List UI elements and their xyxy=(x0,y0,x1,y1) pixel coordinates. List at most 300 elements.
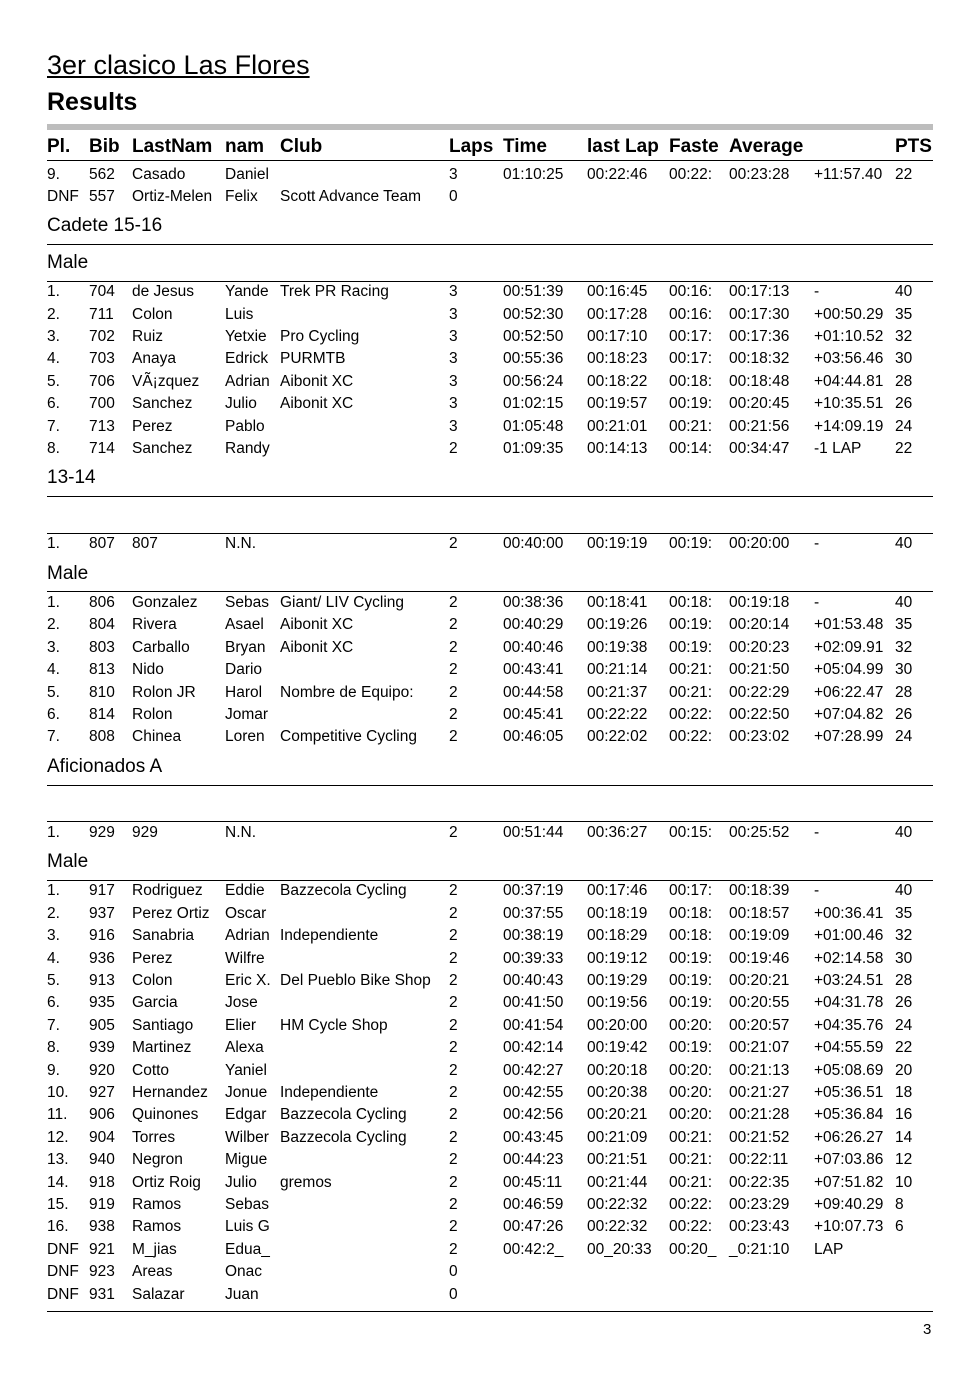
cell-average: 00:22:11 xyxy=(729,1151,789,1169)
cell-fastest: 00:19: xyxy=(669,949,713,967)
cell-bib: 923 xyxy=(89,1263,115,1281)
cell-gap: +07:03.86 xyxy=(814,1151,884,1169)
table-row xyxy=(0,925,980,947)
cell-time: 00:38:36 xyxy=(503,593,564,611)
cell-fastest: 00:14: xyxy=(669,439,713,457)
cell-points: 40 xyxy=(895,283,913,301)
column-header-row xyxy=(0,134,980,160)
cell-last-lap: 00:19:29 xyxy=(587,971,648,989)
col-header-average: Average xyxy=(729,136,804,157)
cell-lastname: Cotto xyxy=(132,1061,170,1079)
cell-last-lap: 00:18:22 xyxy=(587,372,648,390)
cell-last-lap: 00:19:19 xyxy=(587,535,648,553)
cell-last-lap: 00:21:51 xyxy=(587,1151,648,1169)
cell-gap: +00:50.29 xyxy=(814,305,884,323)
cell-gap: - xyxy=(814,593,820,611)
cell-place: 10. xyxy=(47,1083,69,1101)
table-row xyxy=(0,614,980,636)
cell-gap: +05:08.69 xyxy=(814,1061,884,1079)
cell-gap: +07:51.82 xyxy=(814,1173,884,1191)
cell-lastname: Gonzalez xyxy=(132,593,198,611)
results-heading: Results xyxy=(47,88,138,116)
cell-average: 00:20:45 xyxy=(729,395,790,413)
cell-bib: 808 xyxy=(89,728,115,746)
cell-lastname: Perez xyxy=(132,949,173,967)
cell-laps: 2 xyxy=(449,1106,458,1124)
cell-lastname: Rivera xyxy=(132,616,177,634)
cell-name: Jose xyxy=(225,994,258,1012)
cell-laps: 2 xyxy=(449,971,458,989)
cell-name: Jonue xyxy=(225,1083,268,1101)
cell-place: 5. xyxy=(47,683,60,701)
cell-bib: 938 xyxy=(89,1218,115,1236)
cell-last-lap: 00:20:00 xyxy=(587,1016,648,1034)
cell-laps: 2 xyxy=(449,882,458,900)
cell-place: 11. xyxy=(47,1106,68,1124)
cell-average: 00:20:00 xyxy=(729,535,790,553)
cell-bib: 921 xyxy=(89,1240,115,1258)
cell-place: 2. xyxy=(47,305,60,323)
cell-time: 00:42:27 xyxy=(503,1061,564,1079)
cell-laps: 2 xyxy=(449,705,458,723)
cell-gap: +01:53.48 xyxy=(814,616,884,634)
cell-gap: +06:26.27 xyxy=(814,1128,884,1146)
cell-last-lap: 00:14:13 xyxy=(587,439,648,457)
cell-club: Aibonit XC xyxy=(280,638,354,656)
table-row xyxy=(0,1060,980,1082)
cell-last-lap: 00:16:45 xyxy=(587,283,648,301)
col-header-place: Pl. xyxy=(47,136,71,157)
table-row xyxy=(0,371,980,393)
cell-points: 40 xyxy=(895,535,913,553)
cell-gap: +00:36.41 xyxy=(814,904,884,922)
cell-last-lap: 00:19:42 xyxy=(587,1039,648,1057)
cell-last-lap: 00:19:56 xyxy=(587,994,648,1012)
cell-place: 16. xyxy=(47,1218,69,1236)
cell-place: DNF xyxy=(47,1263,79,1281)
cell-fastest: 00:22: xyxy=(669,1218,713,1236)
cell-fastest: 00:20: xyxy=(669,1083,713,1101)
cell-average: 00:23:28 xyxy=(729,165,790,183)
cell-place: 6. xyxy=(47,705,60,723)
cell-lastname: Colon xyxy=(132,305,173,323)
cell-fastest: 00:17: xyxy=(669,882,713,900)
cell-place: 6. xyxy=(47,395,60,413)
cell-last-lap: 00:17:10 xyxy=(587,327,648,345)
cell-laps: 3 xyxy=(449,417,458,435)
cell-name: Dario xyxy=(225,661,263,679)
cell-place: 3. xyxy=(47,927,60,945)
cell-lastname: Negron xyxy=(132,1151,183,1169)
cell-last-lap: 00:21:01 xyxy=(587,417,648,435)
cell-place: 4. xyxy=(47,350,60,368)
cell-place: 5. xyxy=(47,372,60,390)
cell-lastname: 807 xyxy=(132,535,158,553)
cell-points: 22 xyxy=(895,1039,913,1057)
cell-gap: - xyxy=(814,535,820,553)
header-divider xyxy=(47,160,933,161)
cell-fastest: 00:22: xyxy=(669,705,713,723)
cell-club: Aibonit XC xyxy=(280,616,354,634)
table-row xyxy=(0,822,980,844)
table-row xyxy=(0,281,980,303)
cell-average: 00:21:27 xyxy=(729,1083,790,1101)
cell-average: 00:25:52 xyxy=(729,823,790,841)
cell-bib: 702 xyxy=(89,327,115,345)
cell-bib: 814 xyxy=(89,705,115,723)
cell-laps: 2 xyxy=(449,638,458,656)
cell-average: 00:19:09 xyxy=(729,927,790,945)
section-divider xyxy=(47,496,933,497)
cell-name: N.N. xyxy=(225,535,256,553)
section-heading: 13-14 xyxy=(47,467,96,489)
table-row xyxy=(0,1082,980,1104)
cell-last-lap: 00:19:12 xyxy=(587,949,648,967)
cell-fastest: 00:19: xyxy=(669,1039,713,1057)
cell-points: 22 xyxy=(895,439,913,457)
cell-points: 16 xyxy=(895,1106,913,1124)
cell-lastname: Anaya xyxy=(132,350,176,368)
cell-points: 28 xyxy=(895,683,913,701)
cell-gap: +04:55.59 xyxy=(814,1039,884,1057)
cell-fastest: 00:21: xyxy=(669,417,713,435)
cell-time: 00:45:41 xyxy=(503,705,564,723)
cell-bib: 904 xyxy=(89,1128,115,1146)
table-bottom-divider xyxy=(47,1311,933,1312)
cell-bib: 905 xyxy=(89,1016,115,1034)
table-row xyxy=(0,1194,980,1216)
cell-bib: 913 xyxy=(89,971,115,989)
cell-time: 00:40:43 xyxy=(503,971,564,989)
cell-laps: 0 xyxy=(449,187,458,205)
cell-lastname: Garcia xyxy=(132,994,178,1012)
cell-laps: 2 xyxy=(449,1151,458,1169)
cell-lastname: Torres xyxy=(132,1128,176,1146)
cell-fastest: 00:22: xyxy=(669,728,713,746)
cell-points: 8 xyxy=(895,1195,904,1213)
cell-club: Bazzecola Cycling xyxy=(280,1106,407,1124)
cell-fastest: 00:18: xyxy=(669,904,713,922)
cell-last-lap: 00:22:22 xyxy=(587,705,648,723)
table-row xyxy=(0,903,980,925)
cell-lastname: Rolon xyxy=(132,705,173,723)
cell-bib: 918 xyxy=(89,1173,115,1191)
cell-name: Julio xyxy=(225,1173,257,1191)
cell-laps: 2 xyxy=(449,535,458,553)
cell-bib: 917 xyxy=(89,882,115,900)
cell-fastest: 00:22: xyxy=(669,1195,713,1213)
cell-name: Yaniel xyxy=(225,1061,267,1079)
cell-time: 00:46:59 xyxy=(503,1195,564,1213)
cell-points: 24 xyxy=(895,1016,913,1034)
cell-club: Del Pueblo Bike Shop xyxy=(280,971,431,989)
cell-points: 26 xyxy=(895,705,913,723)
col-header-last-lap: last Lap xyxy=(587,136,659,157)
table-row xyxy=(0,592,980,614)
cell-average: 00:17:13 xyxy=(729,283,790,301)
cell-bib: 703 xyxy=(89,350,115,368)
cell-gap: +05:36.84 xyxy=(814,1106,884,1124)
cell-name: Randy xyxy=(225,439,270,457)
table-row xyxy=(0,1216,980,1238)
cell-bib: 711 xyxy=(89,305,114,323)
cell-gap: +02:14.58 xyxy=(814,949,884,967)
cell-average: 00:19:18 xyxy=(729,593,790,611)
cell-name: Pablo xyxy=(225,417,265,435)
cell-bib: 806 xyxy=(89,593,115,611)
cell-gap: +02:09.91 xyxy=(814,638,884,656)
cell-name: Edua_ xyxy=(225,1240,270,1258)
cell-time: 00:47:26 xyxy=(503,1218,564,1236)
cell-points: 35 xyxy=(895,616,913,634)
cell-fastest: 00:20: xyxy=(669,1061,713,1079)
section-heading: Male xyxy=(47,850,89,872)
cell-name: Eric X. xyxy=(225,971,271,989)
cell-gap: +10:07.73 xyxy=(814,1218,884,1236)
cell-last-lap: 00:22:32 xyxy=(587,1195,648,1213)
cell-lastname: Sanabria xyxy=(132,927,195,945)
cell-gap: +07:04.82 xyxy=(814,705,884,723)
cell-average: 00:20:14 xyxy=(729,616,790,634)
cell-time: 00:56:24 xyxy=(503,372,564,390)
cell-last-lap: 00:19:57 xyxy=(587,395,648,413)
cell-time: 00:37:55 xyxy=(503,904,564,922)
section-heading: Aficionados A xyxy=(47,755,163,777)
section-heading: Male xyxy=(47,251,89,273)
table-row xyxy=(0,1172,980,1194)
col-header-laps: Laps xyxy=(449,136,494,157)
cell-average: 00:19:46 xyxy=(729,949,790,967)
cell-gap: +07:28.99 xyxy=(814,728,884,746)
cell-lastname: Ortiz-Melen xyxy=(132,187,213,205)
cell-average: 00:34:47 xyxy=(729,439,790,457)
cell-time: 00:43:41 xyxy=(503,661,564,679)
cell-fastest: 00:21: xyxy=(669,1151,713,1169)
cell-fastest: 00:19: xyxy=(669,971,713,989)
cell-time: 00:45:11 xyxy=(503,1173,563,1191)
cell-name: Eddie xyxy=(225,882,265,900)
cell-lastname: Ramos xyxy=(132,1195,182,1213)
cell-time: 00:42:56 xyxy=(503,1106,564,1124)
cell-laps: 3 xyxy=(449,283,458,301)
cell-name: Migue xyxy=(225,1151,268,1169)
cell-average: 00:21:07 xyxy=(729,1039,790,1057)
table-row xyxy=(0,393,980,415)
table-row xyxy=(0,416,980,438)
cell-last-lap: 00:18:29 xyxy=(587,927,648,945)
cell-club: Trek PR Racing xyxy=(280,283,389,301)
cell-bib: 804 xyxy=(89,616,115,634)
cell-name: Yetxie xyxy=(225,327,267,345)
table-row xyxy=(0,1127,980,1149)
cell-place: 5. xyxy=(47,971,60,989)
cell-name: Harol xyxy=(225,683,263,701)
cell-bib: 557 xyxy=(89,187,115,205)
cell-name: Luis G xyxy=(225,1218,270,1236)
table-row xyxy=(0,1239,980,1261)
cell-laps: 2 xyxy=(449,616,458,634)
cell-points: 20 xyxy=(895,1061,913,1079)
cell-average: 00:18:39 xyxy=(729,882,790,900)
table-row xyxy=(0,1284,980,1306)
cell-time: 00:40:46 xyxy=(503,638,564,656)
cell-place: 2. xyxy=(47,616,60,634)
cell-time: 00:39:33 xyxy=(503,949,564,967)
cell-gap: +14:09.19 xyxy=(814,417,884,435)
cell-lastname: Sanchez xyxy=(132,395,193,413)
cell-place: DNF xyxy=(47,187,79,205)
cell-name: Elier xyxy=(225,1016,257,1034)
cell-club: Giant/ LIV Cycling xyxy=(280,593,405,611)
cell-bib: 813 xyxy=(89,661,115,679)
cell-bib: 562 xyxy=(89,165,115,183)
cell-bib: 807 xyxy=(89,535,115,553)
cell-name: Juan xyxy=(225,1285,259,1303)
cell-average: 00:23:29 xyxy=(729,1195,790,1213)
cell-points: 18 xyxy=(895,1083,913,1101)
table-row xyxy=(0,1149,980,1171)
cell-bib: 939 xyxy=(89,1039,115,1057)
section-heading: Male xyxy=(47,562,89,584)
cell-laps: 3 xyxy=(449,305,458,323)
cell-average: 00:22:50 xyxy=(729,705,790,723)
cell-last-lap: 00_20:33 xyxy=(587,1240,652,1258)
cell-time: 00:37:19 xyxy=(503,882,564,900)
cell-place: 15. xyxy=(47,1195,69,1213)
cell-time: 00:52:50 xyxy=(503,327,564,345)
cell-last-lap: 00:17:28 xyxy=(587,305,648,323)
table-row xyxy=(0,438,980,460)
cell-average: 00:21:50 xyxy=(729,661,790,679)
cell-points: 26 xyxy=(895,994,913,1012)
cell-club: Aibonit XC xyxy=(280,395,354,413)
cell-fastest: 00:16: xyxy=(669,305,713,323)
cell-place: 4. xyxy=(47,661,60,679)
cell-time: 00:44:58 xyxy=(503,683,564,701)
cell-place: 9. xyxy=(47,1061,60,1079)
cell-time: 01:10:25 xyxy=(503,165,564,183)
cell-fastest: 00:19: xyxy=(669,994,713,1012)
cell-gap: - xyxy=(814,283,820,301)
cell-bib: 916 xyxy=(89,927,115,945)
cell-fastest: 00:21: xyxy=(669,683,713,701)
event-title: 3er clasico Las Flores xyxy=(47,50,310,80)
table-row xyxy=(0,726,980,748)
cell-name: Jomar xyxy=(225,705,269,723)
cell-points: 24 xyxy=(895,728,913,746)
cell-bib: 906 xyxy=(89,1106,115,1124)
col-header-fastest: Faste xyxy=(669,136,719,157)
cell-average: 00:18:48 xyxy=(729,372,790,390)
cell-laps: 3 xyxy=(449,372,458,390)
cell-last-lap: 00:22:32 xyxy=(587,1218,648,1236)
cell-place: 8. xyxy=(47,1039,60,1057)
cell-gap: -1 LAP xyxy=(814,439,862,457)
cell-bib: 803 xyxy=(89,638,115,656)
col-header-lastname: LastNam xyxy=(132,136,213,157)
cell-fastest: 00:19: xyxy=(669,616,713,634)
cell-gap: +06:22.47 xyxy=(814,683,884,701)
cell-points: 40 xyxy=(895,823,913,841)
cell-last-lap: 00:21:09 xyxy=(587,1128,648,1146)
cell-time: 01:02:15 xyxy=(503,395,564,413)
cell-bib: 936 xyxy=(89,949,115,967)
cell-place: DNF xyxy=(47,1285,79,1303)
cell-laps: 2 xyxy=(449,1173,458,1191)
cell-fastest: 00:20_ xyxy=(669,1240,717,1258)
cell-points: 28 xyxy=(895,971,913,989)
cell-laps: 2 xyxy=(449,823,458,841)
table-row xyxy=(0,970,980,992)
cell-place: 13. xyxy=(47,1151,69,1169)
cell-points: 32 xyxy=(895,327,913,345)
cell-gap: +11:57.40 xyxy=(814,165,883,183)
cell-gap: +03:24.51 xyxy=(814,971,884,989)
cell-bib: 935 xyxy=(89,994,115,1012)
cell-place: 3. xyxy=(47,638,60,656)
cell-fastest: 00:18: xyxy=(669,927,713,945)
cell-name: Adrian xyxy=(225,372,270,390)
cell-points: 30 xyxy=(895,661,913,679)
cell-fastest: 00:21: xyxy=(669,1173,713,1191)
cell-laps: 2 xyxy=(449,1240,458,1258)
cell-time: 00:42:2_ xyxy=(503,1240,564,1258)
cell-lastname: Carballo xyxy=(132,638,190,656)
cell-points: 6 xyxy=(895,1218,904,1236)
table-row xyxy=(0,682,980,704)
cell-fastest: 00:18: xyxy=(669,372,713,390)
cell-club: Nombre de Equipo: xyxy=(280,683,414,701)
cell-last-lap: 00:20:21 xyxy=(587,1106,648,1124)
cell-club: Independiente xyxy=(280,927,379,945)
cell-last-lap: 00:22:46 xyxy=(587,165,648,183)
cell-average: 00:17:30 xyxy=(729,305,790,323)
cell-name: Onac xyxy=(225,1263,263,1281)
cell-name: Edrick xyxy=(225,350,269,368)
cell-laps: 2 xyxy=(449,1195,458,1213)
cell-gap: +09:40.29 xyxy=(814,1195,884,1213)
table-row xyxy=(0,164,980,186)
section-heading: Cadete 15-16 xyxy=(47,215,163,237)
cell-name: Julio xyxy=(225,395,257,413)
table-row xyxy=(0,186,980,208)
cell-fastest: 00:15: xyxy=(669,823,713,841)
cell-laps: 2 xyxy=(449,661,458,679)
cell-place: 9. xyxy=(47,165,60,183)
cell-place: DNF xyxy=(47,1240,79,1258)
cell-gap: +01:00.46 xyxy=(814,927,884,945)
table-row xyxy=(0,533,980,555)
col-header-points: PTS xyxy=(895,136,932,157)
cell-bib: 713 xyxy=(89,417,115,435)
cell-points: 32 xyxy=(895,927,913,945)
cell-time: 00:52:30 xyxy=(503,305,564,323)
cell-lastname: Salazar xyxy=(132,1285,185,1303)
col-header-name: nam xyxy=(225,136,265,157)
cell-laps: 2 xyxy=(449,994,458,1012)
cell-lastname: Chinea xyxy=(132,728,182,746)
cell-fastest: 00:22: xyxy=(669,165,713,183)
cell-lastname: Ortiz Roig xyxy=(132,1173,201,1191)
cell-name: Yande xyxy=(225,283,269,301)
table-row xyxy=(0,637,980,659)
section-divider xyxy=(47,244,933,245)
cell-points: 24 xyxy=(895,417,913,435)
page-number: 3 xyxy=(923,1321,932,1338)
cell-bib: 919 xyxy=(89,1195,115,1213)
cell-bib: 704 xyxy=(89,283,115,301)
cell-gap: +04:44.81 xyxy=(814,372,884,390)
